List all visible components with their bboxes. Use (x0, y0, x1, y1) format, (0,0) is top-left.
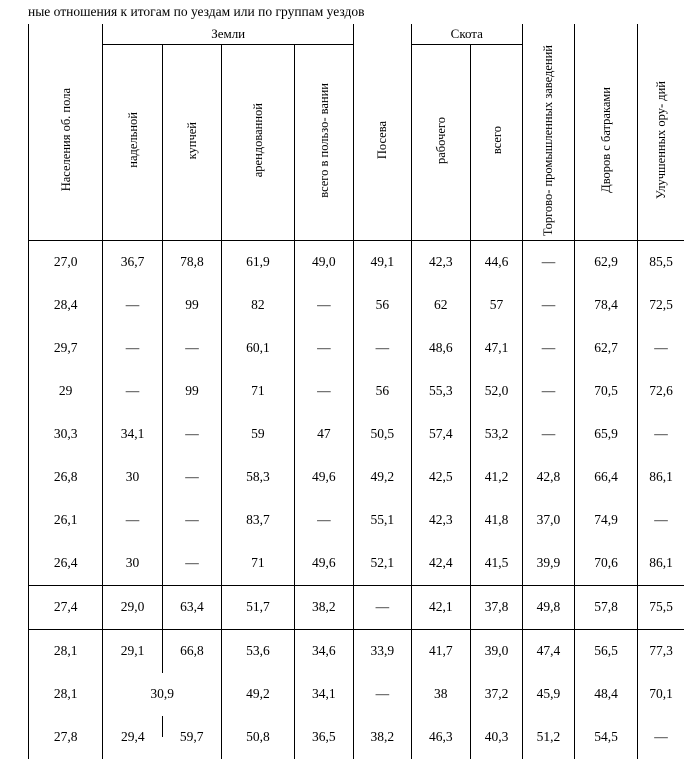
cell: 78,4 (574, 284, 637, 327)
cell: 28,1 (29, 673, 103, 716)
cell: 99 (162, 284, 221, 327)
cell: 63,4 (162, 585, 221, 629)
cell: 55,3 (411, 370, 470, 413)
cell: 66,4 (574, 456, 637, 499)
cell: 26,8 (29, 456, 103, 499)
cell: 75,5 (638, 585, 684, 629)
cell: 56 (354, 370, 412, 413)
cell: — (162, 456, 221, 499)
cell: 44,6 (471, 240, 523, 284)
cell: 37,2 (471, 673, 523, 716)
cell: 70,5 (574, 370, 637, 413)
cell: — (162, 327, 221, 370)
cell: 65,9 (574, 413, 637, 456)
table-row (29, 629, 684, 673)
cell: — (638, 716, 684, 759)
cell: — (103, 370, 162, 413)
cell: — (522, 370, 574, 413)
cell: 62 (411, 284, 470, 327)
cell: 82 (222, 284, 294, 327)
cell: 38,2 (294, 585, 353, 629)
table-row (29, 240, 684, 284)
column-header-poseva: Посева (354, 45, 412, 241)
cell: 48,4 (574, 673, 637, 716)
column-header-dvorov-s-batrakami: Дворов с батраками (574, 45, 637, 241)
cell: 57,8 (574, 585, 637, 629)
column-header-vsego: всего (471, 45, 523, 241)
cell: — (103, 327, 162, 370)
column-header-torgovo-promyshlennyh: Торгово- промышленных заведений (522, 45, 574, 241)
cell: 42,4 (411, 542, 470, 586)
column-header-arendovannoy: арендованной (222, 45, 294, 241)
cell: 62,9 (574, 240, 637, 284)
cell: 52,0 (471, 370, 523, 413)
cell: 47 (294, 413, 353, 456)
cell: 41,5 (471, 542, 523, 586)
cell: 41,8 (471, 499, 523, 542)
cell: — (638, 413, 684, 456)
cell: 54,5 (574, 716, 637, 759)
group-blank-2 (354, 24, 412, 45)
cell: 70,1 (638, 673, 684, 716)
cell-merged-nadelnoy-kupchey: 30,9 (103, 673, 222, 716)
table-column-header-row (29, 45, 684, 241)
cell: 99 (162, 370, 221, 413)
cell: — (354, 327, 412, 370)
table-header (29, 24, 684, 240)
table-row (29, 499, 684, 542)
cell: 83,7 (222, 499, 294, 542)
table-row (29, 585, 684, 629)
cell: 55,1 (354, 499, 412, 542)
cell: 57,4 (411, 413, 470, 456)
cell: 49,8 (522, 585, 574, 629)
cell: — (294, 370, 353, 413)
table-row (29, 413, 684, 456)
table-row (29, 716, 684, 759)
cell: 39,0 (471, 629, 523, 673)
cell: — (294, 327, 353, 370)
cell: — (522, 327, 574, 370)
cell: — (294, 284, 353, 327)
cell: 70,6 (574, 542, 637, 586)
cell: 72,5 (638, 284, 684, 327)
cell: 28,1 (29, 629, 103, 673)
cell: 49,0 (294, 240, 353, 284)
cell: 42,1 (411, 585, 470, 629)
cell: 50,8 (222, 716, 294, 759)
cell: 42,3 (411, 240, 470, 284)
column-header-nadelnoy: надельной (103, 45, 162, 241)
cell: 26,4 (29, 542, 103, 586)
cell: 52,1 (354, 542, 412, 586)
cell: 48,6 (411, 327, 470, 370)
cell: 37,0 (522, 499, 574, 542)
cell: 36,7 (103, 240, 162, 284)
cell: — (638, 327, 684, 370)
cell: 77,3 (638, 629, 684, 673)
column-header-vsego-v-polzovanii: всего в пользо- вании (294, 45, 353, 241)
group-blank-4 (574, 24, 637, 45)
cell: 30 (103, 542, 162, 586)
group-blank-1 (29, 24, 103, 45)
cell: 61,9 (222, 240, 294, 284)
cell: — (638, 499, 684, 542)
page-caption: ные отношения к итогам по уездам или по группам уездов (28, 4, 365, 20)
cell: — (522, 413, 574, 456)
table-group-row (29, 24, 684, 45)
group-blank-5 (638, 24, 684, 45)
cell: 38 (411, 673, 470, 716)
cell: 74,9 (574, 499, 637, 542)
cell: 62,7 (574, 327, 637, 370)
table-row (29, 370, 684, 413)
cell: — (354, 673, 412, 716)
column-header-uluchshennyh-orudiy: Улучшенных ору- дий (638, 45, 684, 241)
column-header-kupchey: купчей (162, 45, 221, 241)
cell: 27,4 (29, 585, 103, 629)
group-blank-3 (522, 24, 574, 45)
column-header-rabochego: рабочего (411, 45, 470, 241)
cell: 34,1 (294, 673, 353, 716)
cell: 28,4 (29, 284, 103, 327)
cell: 49,6 (294, 456, 353, 499)
cell: 49,2 (354, 456, 412, 499)
cell: 71 (222, 542, 294, 586)
group-header-zemli: Земли (103, 24, 354, 45)
cell: 59 (222, 413, 294, 456)
cell: 29,7 (29, 327, 103, 370)
cell: 42,5 (411, 456, 470, 499)
cell: 40,3 (471, 716, 523, 759)
cell: 36,5 (294, 716, 353, 759)
table-row (29, 327, 684, 370)
cell: 49,6 (294, 542, 353, 586)
cell: 45,9 (522, 673, 574, 716)
cell: — (103, 499, 162, 542)
cell: 47,4 (522, 629, 574, 673)
cell: 59,7 (162, 716, 221, 759)
cell: — (162, 413, 221, 456)
cell: 37,8 (471, 585, 523, 629)
cell: 71 (222, 370, 294, 413)
cell: 49,1 (354, 240, 412, 284)
cell: 42,3 (411, 499, 470, 542)
cell: 42,8 (522, 456, 574, 499)
cell: — (354, 585, 412, 629)
table-row (29, 284, 684, 327)
table-row (29, 456, 684, 499)
cell: 50,5 (354, 413, 412, 456)
cell: 33,9 (354, 629, 412, 673)
cell: 30 (103, 456, 162, 499)
cell: 27,8 (29, 716, 103, 759)
cell: 53,6 (222, 629, 294, 673)
cell: 51,2 (522, 716, 574, 759)
table-row (29, 542, 684, 586)
cell: — (103, 284, 162, 327)
cell: 53,2 (471, 413, 523, 456)
column-header-naseleniya: Населения об. пола (29, 45, 103, 241)
cell: 86,1 (638, 456, 684, 499)
cell: — (162, 542, 221, 586)
cell: 85,5 (638, 240, 684, 284)
cell: — (522, 284, 574, 327)
table-body (29, 240, 684, 759)
group-header-skota: Скота (411, 24, 522, 45)
cell: 49,2 (222, 673, 294, 716)
cell: 29 (29, 370, 103, 413)
cell: 29,0 (103, 585, 162, 629)
cell: 34,6 (294, 629, 353, 673)
cell: 58,3 (222, 456, 294, 499)
cell: 56 (354, 284, 412, 327)
cell: 60,1 (222, 327, 294, 370)
cell: 29,4 (103, 716, 162, 759)
cell: 47,1 (471, 327, 523, 370)
cell: 29,1 (103, 629, 162, 673)
statistics-table (28, 24, 684, 759)
cell: 27,0 (29, 240, 103, 284)
cell: 56,5 (574, 629, 637, 673)
cell: 41,7 (411, 629, 470, 673)
table-row (29, 673, 684, 716)
cell: — (294, 499, 353, 542)
cell: 38,2 (354, 716, 412, 759)
cell: 78,8 (162, 240, 221, 284)
cell: — (162, 499, 221, 542)
cell: 51,7 (222, 585, 294, 629)
cell: 34,1 (103, 413, 162, 456)
cell: 26,1 (29, 499, 103, 542)
cell: 46,3 (411, 716, 470, 759)
cell: 72,6 (638, 370, 684, 413)
cell: 66,8 (162, 629, 221, 673)
cell: 30,3 (29, 413, 103, 456)
cell: — (522, 240, 574, 284)
cell: 86,1 (638, 542, 684, 586)
cell: 57 (471, 284, 523, 327)
cell: 41,2 (471, 456, 523, 499)
cell: 39,9 (522, 542, 574, 586)
